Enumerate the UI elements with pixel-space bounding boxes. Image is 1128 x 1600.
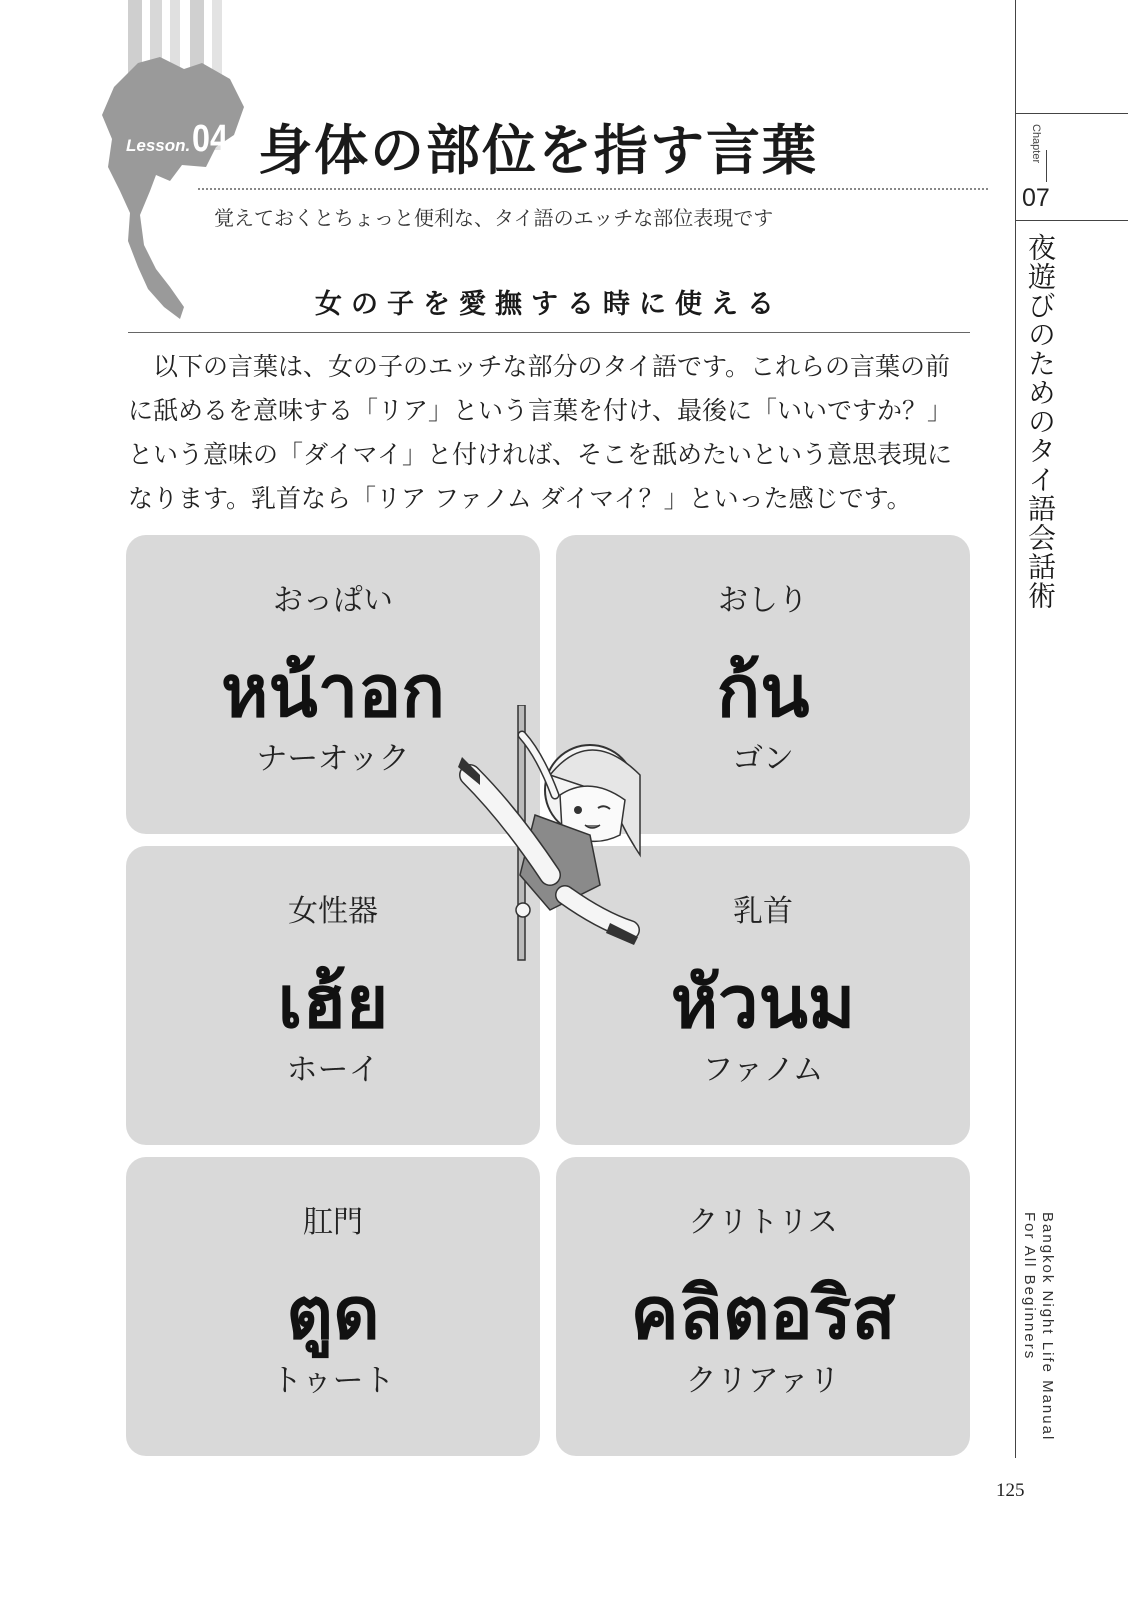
chapter-label: Chapter	[1030, 124, 1042, 164]
chapter-tick	[1046, 150, 1047, 182]
page-subtitle: 覚えておくとちょっと便利な、タイ語のエッチな部位表現です	[214, 206, 774, 230]
card-reading: ナーオック	[256, 741, 410, 777]
card-reading: トゥート	[271, 1363, 395, 1399]
card-japanese: 乳首	[733, 894, 793, 929]
card-reading: ホーイ	[286, 1052, 380, 1088]
sidebar-chapter-line	[1015, 220, 1128, 221]
card-thai: ตูด	[286, 1271, 380, 1355]
page-number: 125	[996, 1480, 1025, 1501]
vocab-card-anus	[126, 1157, 540, 1456]
card-thai: หัวนม	[670, 960, 856, 1044]
card-thai: เฮ้ย	[277, 960, 389, 1044]
card-thai: หน้าอก	[221, 649, 445, 733]
card-japanese: クリトリス	[688, 1205, 838, 1240]
lesson-label: Lesson.	[126, 136, 191, 155]
card-thai: คลิตอริส	[630, 1271, 896, 1355]
sidebar-top-line	[1015, 113, 1128, 114]
title-divider	[198, 188, 988, 190]
card-japanese: 女性器	[288, 894, 378, 929]
lesson-badge	[126, 118, 235, 161]
sidebar-divider	[1015, 0, 1016, 1458]
section-title: 女の子を愛撫する時に使える	[315, 289, 783, 320]
chapter-title: 夜遊びのためのタイ語会話術	[1024, 233, 1057, 610]
card-japanese: おっぱい	[273, 583, 393, 618]
card-japanese: 肛門	[303, 1205, 363, 1240]
book-title-line1: Bangkok Night Life Manual	[1039, 1212, 1056, 1442]
page-title: 身体の部位を指す言葉	[258, 119, 818, 182]
card-reading: クリアァリ	[685, 1363, 841, 1399]
card-reading: ファノム	[702, 1052, 824, 1088]
card-reading: ゴン	[732, 741, 794, 777]
card-thai: ก้น	[716, 649, 810, 733]
vocab-card-clitoris	[556, 1157, 970, 1456]
card-japanese: おしり	[718, 583, 808, 618]
book-title-line2: For All Beginners	[1021, 1212, 1038, 1361]
pole-dancer-illustration	[450, 705, 650, 965]
intro-text	[128, 345, 973, 521]
lesson-number: 04	[192, 118, 229, 160]
chapter-number: 07	[1022, 184, 1050, 212]
section-divider	[128, 332, 970, 333]
intro-paragraph: 以下の言葉は、女の子のエッチな部分のタイ語です。これらの言葉の前に舐めるを意味する「リア」という言葉を付け、最後に「いいですか？」という意味の「ダイマイ」と付ければ、そこを舐めたいという意思表現になります。乳首なら「リア ファノム ダイマイ？」といった感じです。	[128, 352, 953, 513]
book-title	[1020, 1212, 1056, 1441]
